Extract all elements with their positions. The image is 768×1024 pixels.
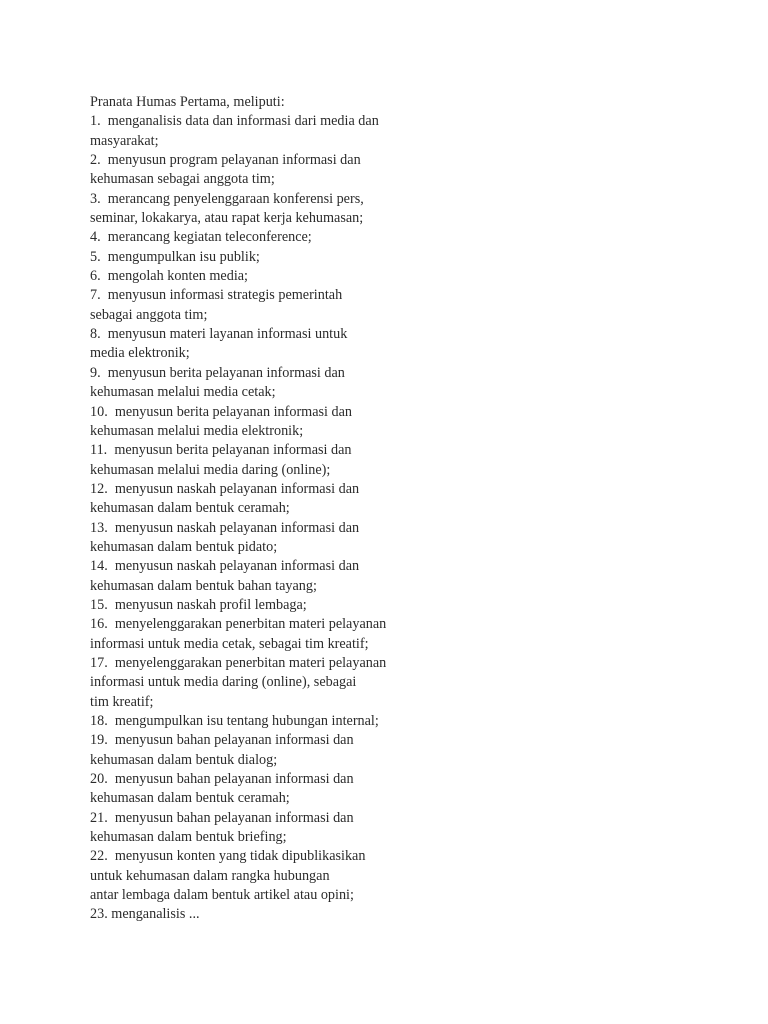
document-heading: Pranata Humas Pertama, meliputi: — [90, 94, 285, 110]
list-item-first-line — [90, 905, 750, 924]
list-item-continuation-line — [90, 886, 750, 905]
list-item-continuation-line — [90, 170, 750, 189]
list-item-text: kehumasan dalam bentuk ceramah; — [90, 790, 290, 807]
list-item — [90, 325, 750, 364]
list-item-text: merancang penyelenggaraan konferensi pers, — [107, 190, 364, 207]
list-item-first-line — [90, 248, 750, 267]
document-page — [90, 93, 750, 925]
list-item-continuation-line — [90, 344, 750, 363]
list-item-first-line — [90, 228, 750, 247]
list-item-text: mengolah konten media; — [107, 268, 248, 285]
list-item-text: kehumasan dalam bentuk bahan tayang; — [90, 577, 317, 594]
list-item-continuation-line — [90, 867, 750, 886]
list-item-text: sebagai anggota tim; — [90, 306, 208, 323]
list-item — [90, 770, 750, 809]
list-item-text: merancang kegiatan teleconference; — [107, 229, 312, 246]
list-item — [90, 151, 750, 190]
list-item-continuation-line — [90, 751, 750, 770]
list-item-text: menyusun bahan pelayanan informasi dan — [114, 771, 354, 788]
list-item-number: 13. — [90, 519, 108, 536]
list-item-first-line — [90, 731, 750, 750]
numbered-list — [90, 112, 750, 924]
list-item-number: 4. — [90, 229, 101, 246]
list-item-number: 6. — [90, 268, 101, 285]
list-item — [90, 228, 750, 247]
list-item-first-line — [90, 441, 750, 460]
list-item-text: kehumasan dalam bentuk briefing; — [90, 829, 287, 846]
list-item-continuation-line — [90, 673, 750, 692]
list-item-first-line — [90, 151, 750, 170]
list-item-text: menyusun konten yang tidak dipublikasikan — [114, 848, 366, 865]
list-item-first-line — [90, 267, 750, 286]
list-item-text: menyusun berita pelayanan informasi dan — [114, 403, 352, 420]
list-item-text: menyelenggarakan penerbitan materi pelayanan — [114, 654, 387, 671]
list-item-text: antar lembaga dalam bentuk artikel atau opini; — [90, 887, 354, 904]
list-item-text: menyusun materi layanan informasi untuk — [107, 326, 348, 343]
list-item-text: media elektronik; — [90, 345, 190, 362]
list-item-first-line — [90, 654, 750, 673]
list-item-text: menyusun informasi strategis pemerintah — [107, 287, 343, 304]
list-item-number: 10. — [90, 403, 108, 420]
list-item-text: menganalisis data dan informasi dari media dan — [107, 113, 379, 130]
list-item-text: seminar, lokakarya, atau rapat kerja kehumasan; — [90, 210, 364, 227]
list-item-text: kehumasan dalam bentuk pidato; — [90, 538, 278, 555]
list-item — [90, 480, 750, 519]
list-item-number: 11. — [90, 442, 108, 459]
list-item-first-line — [90, 615, 750, 634]
list-item-first-line — [90, 847, 750, 866]
list-item-number: 16. — [90, 616, 108, 633]
list-item — [90, 267, 750, 286]
list-item-text: kehumasan melalui media daring (online); — [90, 461, 331, 478]
list-item-continuation-line — [90, 132, 750, 151]
list-item-text: menyusun berita pelayanan informasi dan — [107, 364, 345, 381]
list-item-number: 19. — [90, 732, 108, 749]
list-item-continuation-line — [90, 209, 750, 228]
list-item — [90, 190, 750, 229]
list-item — [90, 596, 750, 615]
list-item-text: menyusun bahan pelayanan informasi dan — [114, 732, 354, 749]
list-item — [90, 731, 750, 770]
list-item-continuation-line — [90, 499, 750, 518]
list-item-first-line — [90, 596, 750, 615]
list-item-number: 20. — [90, 771, 108, 788]
list-item-continuation-line — [90, 577, 750, 596]
list-item-text: mengumpulkan isu tentang hubungan internal; — [114, 713, 379, 729]
list-item-first-line — [90, 190, 750, 209]
list-item-continuation-line — [90, 383, 750, 402]
list-item-continuation-line — [90, 693, 750, 712]
list-item-text: kehumasan melalui media cetak; — [90, 384, 276, 401]
list-item-number: 14. — [90, 558, 108, 575]
list-item — [90, 557, 750, 596]
list-item-first-line — [90, 286, 750, 305]
list-item — [90, 847, 750, 905]
list-item-text: untuk kehumasan dalam rangka hubungan — [90, 867, 330, 884]
list-item — [90, 712, 750, 731]
list-item-number: 22. — [90, 848, 108, 865]
list-item — [90, 519, 750, 558]
list-item — [90, 248, 750, 267]
list-item-number: 17. — [90, 654, 108, 671]
list-item-first-line — [90, 403, 750, 422]
list-item — [90, 905, 750, 924]
list-item-text: menyusun naskah pelayanan informasi dan — [114, 480, 360, 497]
list-item — [90, 654, 750, 712]
list-item-text: mengumpulkan isu publik; — [107, 248, 260, 265]
list-item-first-line — [90, 364, 750, 383]
list-item-text: informasi untuk media daring (online), sebagai — [90, 674, 357, 691]
list-item-number: 23. — [90, 906, 108, 923]
list-item-continuation-line — [90, 422, 750, 441]
list-item-text: menyusun bahan pelayanan informasi dan — [114, 809, 354, 826]
list-item-text: menganalisis ... — [111, 906, 200, 923]
list-item-continuation-line — [90, 461, 750, 480]
list-item-number: 18. — [90, 713, 108, 729]
list-item-first-line — [90, 557, 750, 576]
list-item-number: 12. — [90, 480, 108, 497]
list-item-continuation-line — [90, 538, 750, 557]
list-item-first-line — [90, 712, 750, 731]
list-item-text: menyelenggarakan penerbitan materi pelayanan — [114, 616, 387, 633]
list-item — [90, 112, 750, 151]
list-item-first-line — [90, 519, 750, 538]
list-item-text: menyusun naskah profil lembaga; — [114, 596, 307, 613]
list-item-text: menyusun naskah pelayanan informasi dan — [114, 519, 360, 536]
list-item-number: 7. — [90, 287, 101, 304]
list-item-number: 3. — [90, 190, 101, 207]
list-item-number: 2. — [90, 152, 101, 169]
list-item — [90, 809, 750, 848]
list-item-number: 9. — [90, 364, 101, 381]
list-item-first-line — [90, 770, 750, 789]
list-item — [90, 403, 750, 442]
list-item-first-line — [90, 325, 750, 344]
list-item-number: 1. — [90, 113, 101, 130]
list-item — [90, 364, 750, 403]
list-item-continuation-line — [90, 306, 750, 325]
list-item-number: 5. — [90, 248, 101, 265]
list-item-continuation-line — [90, 828, 750, 847]
list-item-continuation-line — [90, 789, 750, 808]
list-item-number: 21. — [90, 809, 108, 826]
list-item-text: kehumasan melalui media elektronik; — [90, 422, 304, 439]
list-item-continuation-line — [90, 635, 750, 654]
list-item-number: 8. — [90, 326, 101, 343]
list-item-text: masyarakat; — [90, 132, 159, 149]
list-item-text: informasi untuk media cetak, sebagai tim kreatif; — [90, 635, 369, 652]
list-item-text: tim kreatif; — [90, 693, 154, 710]
list-item-text: menyusun berita pelayanan informasi dan — [114, 442, 352, 459]
list-item-first-line — [90, 809, 750, 828]
list-item-text: kehumasan dalam bentuk dialog; — [90, 751, 278, 768]
list-item — [90, 615, 750, 654]
list-item — [90, 441, 750, 480]
list-item-text: menyusun program pelayanan informasi dan — [107, 152, 361, 169]
list-item-text: menyusun naskah pelayanan informasi dan — [114, 558, 360, 575]
list-item-number: 15. — [90, 596, 108, 613]
list-item-text: kehumasan dalam bentuk ceramah; — [90, 500, 290, 517]
list-item-first-line — [90, 480, 750, 499]
list-item — [90, 286, 750, 325]
list-item-first-line — [90, 112, 750, 131]
list-item-text: kehumasan sebagai anggota tim; — [90, 171, 275, 188]
